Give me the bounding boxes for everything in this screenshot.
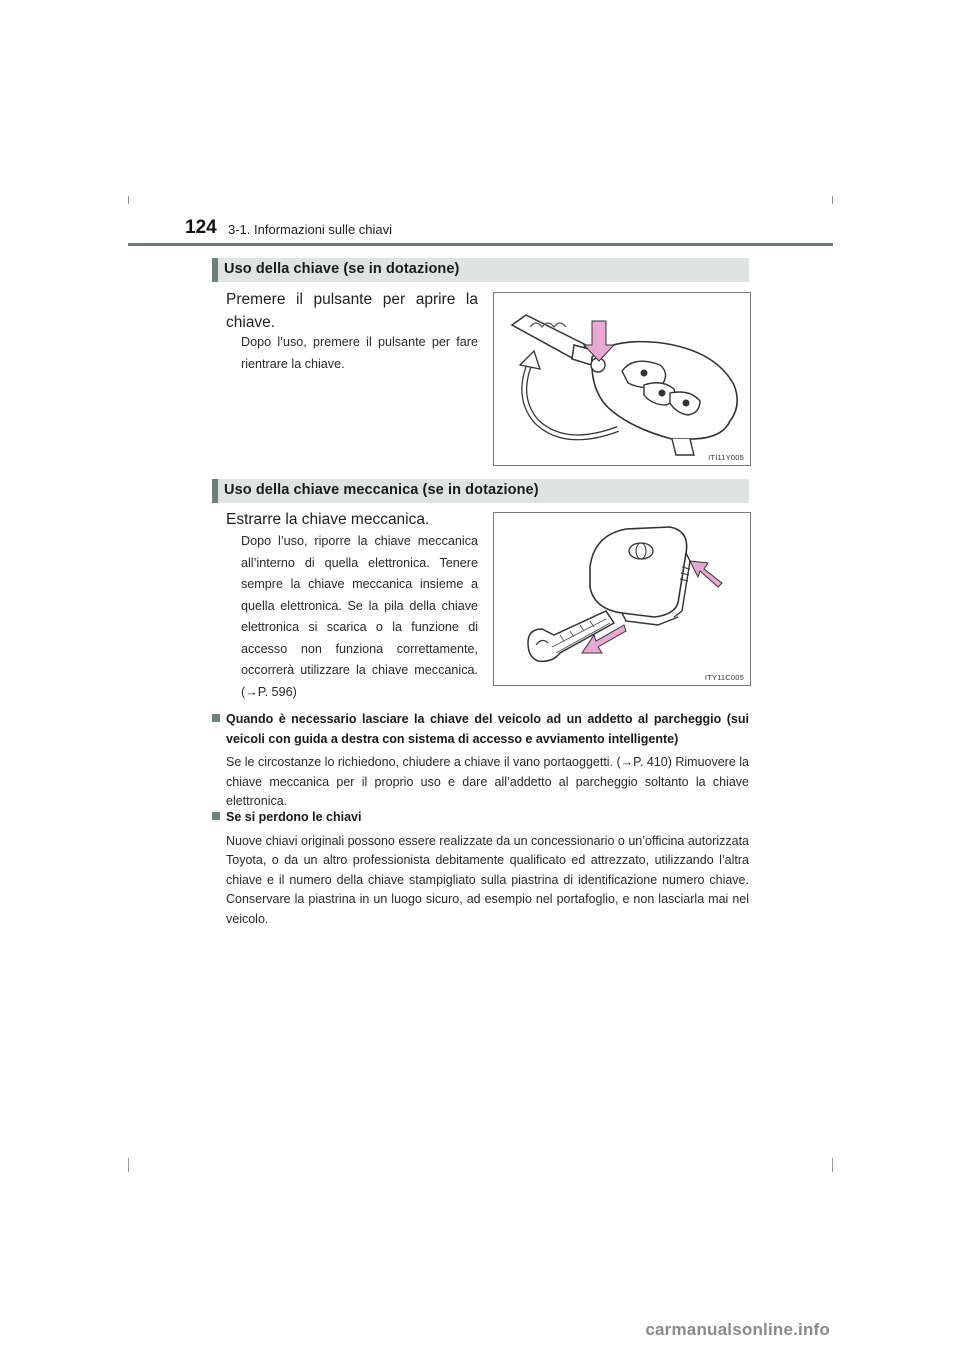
section-heading: 3-1. Informazioni sulle chiavi xyxy=(228,222,393,237)
crop-mark xyxy=(832,196,833,204)
step-note: Dopo l’uso, premere il pulsante per fare rientrare la chiave. xyxy=(241,335,478,371)
section-title: Uso della chiave (se in dotazione) xyxy=(224,261,460,277)
figure-mechanical-key xyxy=(493,512,751,686)
section-title-bar xyxy=(212,258,749,282)
header-rule xyxy=(128,243,833,246)
figure-code: ITI11Y005 xyxy=(708,453,744,462)
note-title xyxy=(212,710,749,749)
crop-mark xyxy=(128,1158,129,1172)
title-bar-stripe xyxy=(212,258,218,282)
step-text: Premere il pulsante per aprire la chiave. xyxy=(226,291,478,331)
square-bullet-icon xyxy=(212,812,220,820)
step-text: Estrarre la chiave meccanica. xyxy=(226,511,430,528)
note-title xyxy=(212,808,749,828)
title-bar-stripe xyxy=(212,479,218,503)
key-flip-illustration xyxy=(494,293,750,465)
note-valet xyxy=(212,710,749,812)
note-body: Nuove chiavi originali possono essere realizzate da un concessionario o un’officina autorizzata Toyota, o da un altro professionista debitamente qualificato ed attrezzato, utilizzando l’altra chiave e il numero della chiave stampigliato sulla piastrina di identificazione numero chiave. Conservare la piastrina in un luogo sicuro, ad esempio nel portafoglio, e non lasciarla mai nel veicolo. xyxy=(226,833,749,926)
page-number: 124 xyxy=(185,217,217,238)
mechanical-key-illustration xyxy=(494,513,750,685)
watermark: carmanualsonline.info xyxy=(645,1320,830,1339)
square-bullet-icon xyxy=(212,714,220,722)
note-body: Se le circostanze lo richiedono, chiudere a chiave il vano portaoggetti. (→P. 410) Rimuovere la chiave meccanica per il proprio uso e dare all’addetto al parcheggio soltanto la chiave elettronica. xyxy=(226,755,749,808)
section-title-bar xyxy=(212,479,749,503)
step-note: Dopo l’uso, riporre la chiave meccanica all’interno di quella elettronica. Tenere sempre la chiave meccanica insieme a quella elettronica. Se la pila della chiave elettronica si scarica o la funzione di accesso non funziona correttamente, occorrerà utilizzare la chiave meccanica. (→P. 596) xyxy=(241,534,478,699)
figure-key-flip xyxy=(493,292,751,466)
crop-mark xyxy=(832,1158,833,1172)
note-title-text: Se si perdono le chiavi xyxy=(226,810,362,824)
note-lost-keys xyxy=(212,808,749,929)
crop-mark xyxy=(128,196,129,204)
note-title-text: Quando è necessario lasciare la chiave del veicolo ad un addetto al parcheggio (sui veicoli con guida a destra con sistema di accesso e avviamento intelligente) xyxy=(226,712,749,746)
figure-code: ITY11C005 xyxy=(704,673,744,682)
section-title: Uso della chiave meccanica (se in dotazione) xyxy=(224,482,539,498)
